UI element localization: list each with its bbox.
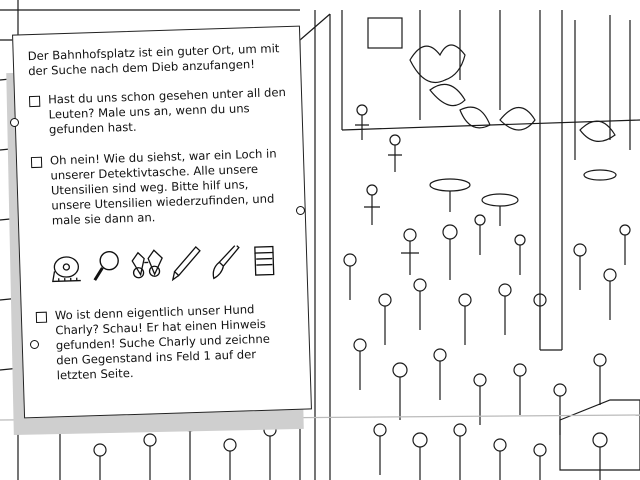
- checkbox[interactable]: [29, 96, 40, 107]
- checkbox[interactable]: [36, 312, 47, 323]
- jar-icon: [246, 240, 283, 281]
- pin-icon: [30, 340, 39, 349]
- brush-icon: [207, 241, 244, 282]
- tools-row: [48, 235, 285, 292]
- checkbox[interactable]: [31, 157, 42, 168]
- pin-icon: [10, 118, 19, 127]
- task-find-us: [29, 85, 288, 138]
- task-card: [12, 26, 312, 419]
- binoculars-icon: [128, 244, 165, 285]
- magnifying-glass-icon: [89, 245, 126, 286]
- task-text: Oh nein! Wie du siehst, war ein Loch in unserer Detektivtasche. Alle unsere Utensilien sind weg. Bitte hilf uns, unsere Utensilien wiederzufinden, und male sie dann an.: [49, 146, 277, 228]
- pin-icon: [296, 206, 305, 215]
- pencil-icon: [167, 243, 204, 284]
- task-text: Hast du uns schon gesehen unter all den Leuten? Male uns an, wenn du uns gefunden hast.: [47, 85, 287, 137]
- tape-measure-icon: [49, 246, 86, 287]
- task-find-tools: [31, 146, 291, 229]
- task-find-charly: [36, 301, 296, 384]
- card-intro: Der Bahnhofsplatz ist ein guter Ort, um mit der Suche nach dem Dieb anzufangen!: [27, 41, 280, 79]
- task-text: Wo ist denn eigentlich unser Hund Charly? Schau! Er hat einen Hinweis gefunden! Suche Charly und zeichne den Gegenstand ins Feld 1 auf der letzten Seite.: [54, 302, 271, 383]
